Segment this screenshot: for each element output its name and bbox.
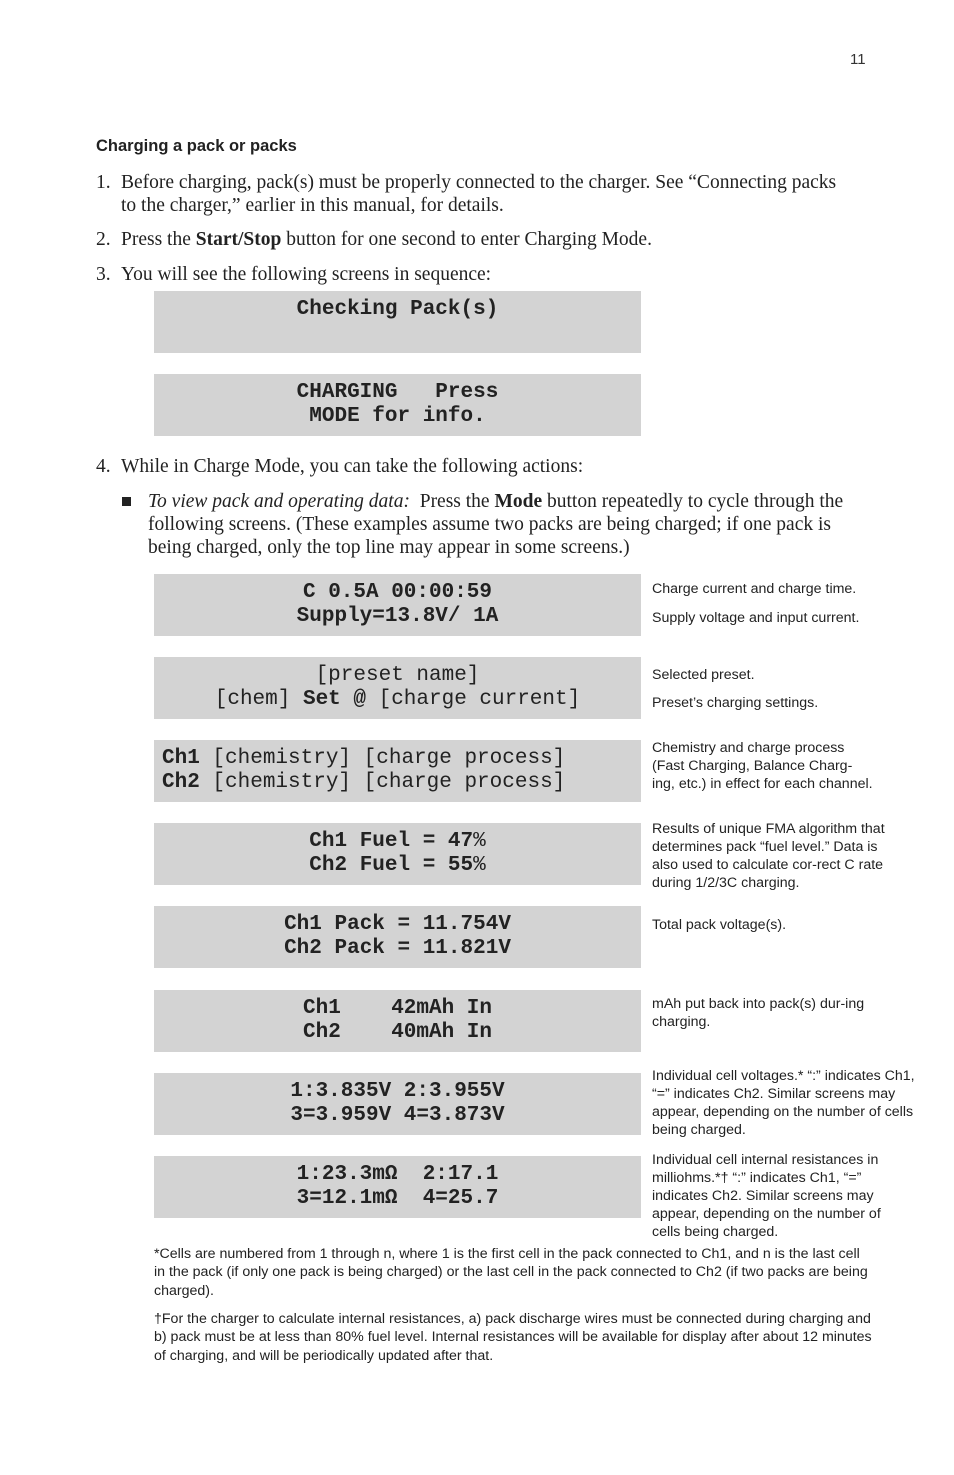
lcd-screen-current-time <box>154 574 641 636</box>
note-cell-resistance: Individual cell internal resistances in milliohms.*† “:” indicates Ch1, “=” indicates Ch2. Similar screens may appear, depending on the number of cells being charged. <box>652 1152 881 1240</box>
footnote-cells: *Cells are numbered from 1 through n, where 1 is the first cell in the pack connected to Ch1, and n is the last cell in the pack (if only one pack is being charged) or the last cell in the pack connected to Ch2 (if two packs are being charged). <box>154 1246 868 1299</box>
lcd-line: Ch1 42mAh In <box>302 997 493 1020</box>
lcd-screen-cell-resistance <box>154 1156 641 1218</box>
lcd-line <box>154 823 641 854</box>
note-cell-voltages: Individual cell voltages.* “:” indicates Ch1, “=” indicates Ch2. Similar screens may appear, depending on the number of cells being charged. <box>652 1068 915 1138</box>
lcd-screen-checking <box>154 291 641 353</box>
bullet-text-part: button repeatedly to cycle through the following screens. (These examples assume two packs are being charged; if one pack is being charged, only the top line may appear in some screens.) <box>148 491 844 558</box>
step-number: 3. <box>96 264 111 285</box>
mode-button-name: Mode <box>494 491 543 512</box>
lcd-line: Ch2 Pack = 11.821V <box>284 937 511 960</box>
step-text: Before charging, pack(s) must be properly connected to the charger. See “Connecting packs to the charger,” earlier in this manual, for details. <box>121 172 837 216</box>
note-chemistry: Chemistry and charge process (Fast Charging, Balance Charg-ing, etc.) in effect for each channel. <box>652 740 873 792</box>
lcd-line <box>154 740 641 771</box>
lcd-text: Ch2 <box>162 771 200 794</box>
note-mah: mAh put back into pack(s) dur-ing charging. <box>652 996 865 1030</box>
page-number: 11 <box>850 51 866 68</box>
note-selected-preset: Selected preset. <box>652 667 755 683</box>
lcd-line: Supply=13.8V/ 1A <box>296 605 499 628</box>
note-fuel: Results of unique FMA algorithm that determines pack “fuel level.” Data is also used to calculate cor-rect C rate during 1/2/3C charging. <box>652 821 885 891</box>
bullet-text <box>148 490 858 559</box>
lcd-text: [charge current] <box>365 688 581 711</box>
lcd-text: % <box>473 854 486 877</box>
lcd-line <box>154 688 641 712</box>
bullet-italic: To view pack and operating data: <box>148 491 410 512</box>
note-preset-settings: Preset’s charging settings. <box>652 695 819 711</box>
lcd-screen-mah <box>154 990 641 1052</box>
step-number: 2. <box>96 229 111 250</box>
lcd-line: 1:23.3mΩ 2:17.1 <box>296 1163 499 1186</box>
section-heading: Charging a pack or packs <box>96 137 297 155</box>
lcd-line: 3=3.959V 4=3.873V <box>290 1104 505 1127</box>
lcd-line: 1:3.835V 2:3.955V <box>290 1080 505 1103</box>
lcd-line: CHARGING Press <box>296 381 499 404</box>
step-text-part: button for one second to enter Charging Mode. <box>281 229 652 250</box>
note-charge-current: Charge current and charge time. <box>652 581 857 597</box>
note-supply-voltage: Supply voltage and input current. <box>652 610 860 626</box>
bullet-text-part: Press the <box>409 491 495 512</box>
lcd-text: Ch1 Fuel = 47 <box>309 830 474 853</box>
step-text <box>121 228 851 251</box>
step-number: 4. <box>96 456 111 477</box>
lcd-screen-charging <box>154 374 641 436</box>
lcd-line: C 0.5A 00:00:59 <box>302 581 493 604</box>
lcd-line: 3=12.1mΩ 4=25.7 <box>296 1187 499 1210</box>
lcd-text: [chemistry] [charge process] <box>199 771 566 794</box>
footnote-resistance: †For the charger to calculate internal resistances, a) pack discharge wires must be connected during charging and b) pack must be at less than 80% fuel level. Internal resistances will be available for display after about 12 minutes of charging, and will be periodically updated after that. <box>154 1311 872 1364</box>
start-stop-button-name: Start/Stop <box>195 229 282 250</box>
step-number: 1. <box>96 172 111 193</box>
lcd-text: Ch2 Fuel = 55 <box>309 854 474 877</box>
lcd-line: Ch2 40mAh In <box>302 1021 493 1044</box>
lcd-line <box>154 854 641 878</box>
lcd-screen-pack-voltage <box>154 906 641 968</box>
lcd-screen-cell-voltages <box>154 1073 641 1135</box>
lcd-text: Set @ <box>302 688 366 711</box>
lcd-screen-preset <box>154 657 641 719</box>
step-text-part: Press the <box>121 229 196 250</box>
bullet-square-icon <box>122 497 131 506</box>
step-text: You will see the following screens in sequence: <box>121 264 492 285</box>
lcd-line: [preset name] <box>315 664 480 687</box>
lcd-line <box>154 771 641 795</box>
lcd-screen-fuel <box>154 823 641 885</box>
lcd-text: Ch1 <box>162 747 200 770</box>
lcd-text: [chem] <box>214 688 303 711</box>
note-pack-voltage: Total pack voltage(s). <box>652 917 787 933</box>
lcd-text: [chemistry] [charge process] <box>199 747 566 770</box>
lcd-line: MODE for info. <box>309 405 486 428</box>
lcd-line: Ch1 Pack = 11.754V <box>284 913 511 936</box>
lcd-line: Checking Pack(s) <box>296 298 499 321</box>
lcd-screen-chemistry <box>154 740 641 802</box>
lcd-text: % <box>473 830 486 853</box>
step-text: While in Charge Mode, you can take the following actions: <box>121 456 584 477</box>
